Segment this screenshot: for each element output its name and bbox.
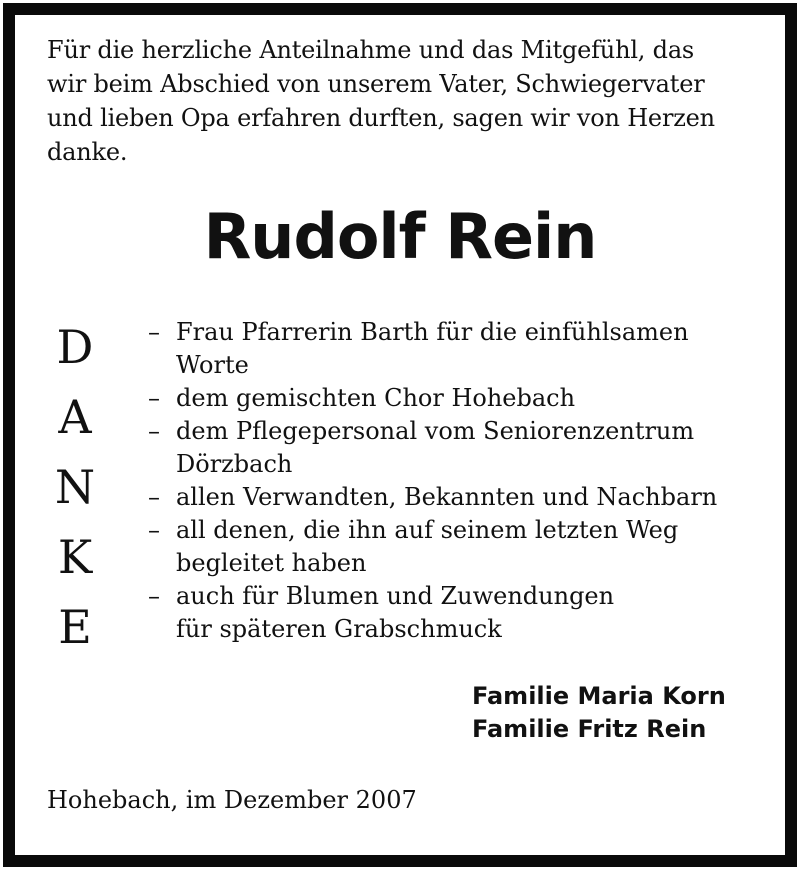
- dash: –: [148, 318, 160, 346]
- thanks-item-line: Frau Pfarrerin Barth für die einfühlsamen: [176, 318, 689, 346]
- thanks-item-line: für späteren Grabschmuck: [176, 615, 502, 643]
- thanks-item-line: Worte: [176, 351, 249, 379]
- intro-line: wir beim Abschied von unserem Vater, Schwiegervater: [47, 70, 705, 98]
- signatures: [472, 680, 726, 746]
- signature-line: Familie Fritz Rein: [472, 715, 707, 743]
- dash: –: [148, 483, 160, 511]
- thanks-item-line: dem gemischten Chor Hohebach: [176, 384, 576, 412]
- danke-letter: D: [56, 320, 94, 374]
- signature-line: Familie Maria Korn: [472, 682, 726, 710]
- intro-line: Für die herzliche Anteilnahme und das Mitgefühl, das: [47, 36, 695, 64]
- danke-letter: K: [57, 530, 93, 584]
- intro-text: [47, 33, 767, 169]
- danke-letter: E: [58, 600, 92, 654]
- thanks-item-line: allen Verwandten, Bekannten und Nachbarn: [176, 483, 718, 511]
- danke-vertical: [50, 312, 100, 662]
- dash: –: [148, 417, 160, 445]
- thanks-item: [148, 316, 717, 382]
- thanks-item-line: dem Pflegepersonal vom Seniorenzentrum: [176, 417, 695, 445]
- thanks-item: [148, 514, 717, 580]
- thanks-item: [148, 580, 717, 646]
- thanks-item-line: auch für Blumen und Zuwendungen: [176, 582, 615, 610]
- thanks-item-line: Dörzbach: [176, 450, 293, 478]
- danke-letter: N: [54, 460, 96, 514]
- dash: –: [148, 582, 160, 610]
- thanks-item: [148, 382, 717, 415]
- thanks-list: [148, 316, 717, 646]
- place-date: Hohebach, im Dezember 2007: [47, 786, 417, 814]
- thanks-item-line: all denen, die ihn auf seinem letzten Weg: [176, 516, 679, 544]
- danke-letter: A: [58, 390, 92, 444]
- thanks-item-line: begleitet haben: [176, 549, 367, 577]
- dash: –: [148, 384, 160, 412]
- intro-line: danke.: [47, 138, 128, 166]
- thanks-item: [148, 481, 717, 514]
- intro-line: und lieben Opa erfahren durften, sagen wir von Herzen: [47, 104, 715, 132]
- deceased-name: Rudolf Rein: [203, 200, 597, 273]
- thanks-item: [148, 415, 717, 481]
- dash: –: [148, 516, 160, 544]
